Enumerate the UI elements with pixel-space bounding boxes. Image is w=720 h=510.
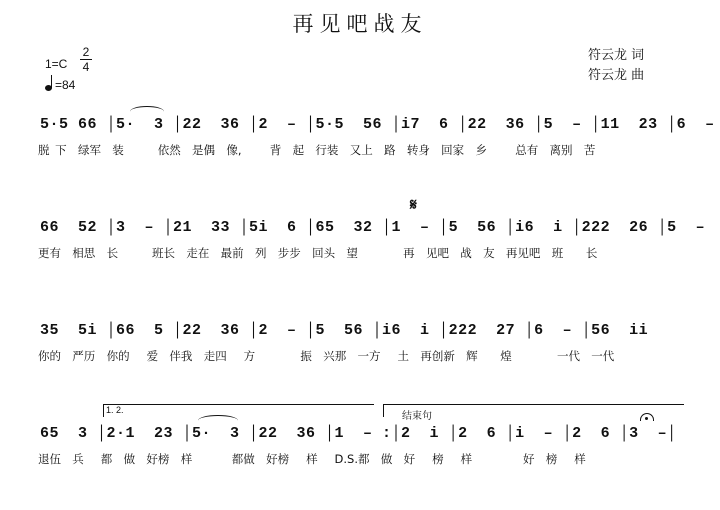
- notation-line-1: 5·5 66 │5· 3 │22 36 │2 – │5·5 56 │i7 6 │22 36 │5 – │11 23 │6 –: [40, 116, 715, 133]
- time-top: 2: [82, 45, 90, 59]
- slur: [130, 106, 164, 117]
- composer-credit: 符云龙 曲: [588, 68, 645, 83]
- volta-label: 1. 2.: [106, 405, 124, 415]
- lyrics-line-2: 更有 相思 长 班长 走在 最前 列 步步 回头 望 再 见吧 战 友 再见吧 班 长: [38, 246, 598, 260]
- tempo-marking: [45, 78, 75, 92]
- key-signature: 1=C: [45, 57, 68, 71]
- lyricist-credit: 符云龙 词: [588, 48, 645, 63]
- time-bottom: 4: [82, 60, 90, 74]
- song-title: 再见吧战友: [292, 12, 428, 36]
- notation-line-4: 65 3 │2·1 23 │5· 3 │22 36 │1 – :│2 i │2 6 │i – │2 6 │3 –│: [40, 425, 677, 442]
- time-signature: [80, 46, 92, 73]
- segno-sign: 𝄋: [410, 195, 417, 214]
- notation-line-3: 35 5i │66 5 │22 36 │2 – │5 56 │i6 i │222 27 │6 – │56 ii: [40, 322, 649, 339]
- notation-line-2: 66 52 │3 – │21 33 │5i 6 │65 32 │1 – │5 56 │i6 i │222 26 │5 –: [40, 219, 706, 236]
- volta-bracket: [103, 404, 374, 417]
- fermata-icon: [640, 413, 654, 421]
- ending-label: 结束句: [402, 411, 432, 422]
- quarter-note-icon: [45, 85, 52, 91]
- lyrics-line-1: 脱 下 绿军 装 依然 是偶 像, 背 起 行装 又上 路 转身 回家 乡 总有 离别 苦: [38, 143, 596, 157]
- lyrics-line-4: 退伍 兵 都 做 好榜 样 都做 好榜 样 D.S.都 做 好 榜 样 好 榜 样: [38, 452, 586, 466]
- tempo-value: =84: [55, 78, 76, 92]
- lyrics-line-3: 你的 严历 你的 爱 伴我 走四 方 振 兴那 一方 土 再创新 辉 煌 一代 一代: [38, 349, 615, 363]
